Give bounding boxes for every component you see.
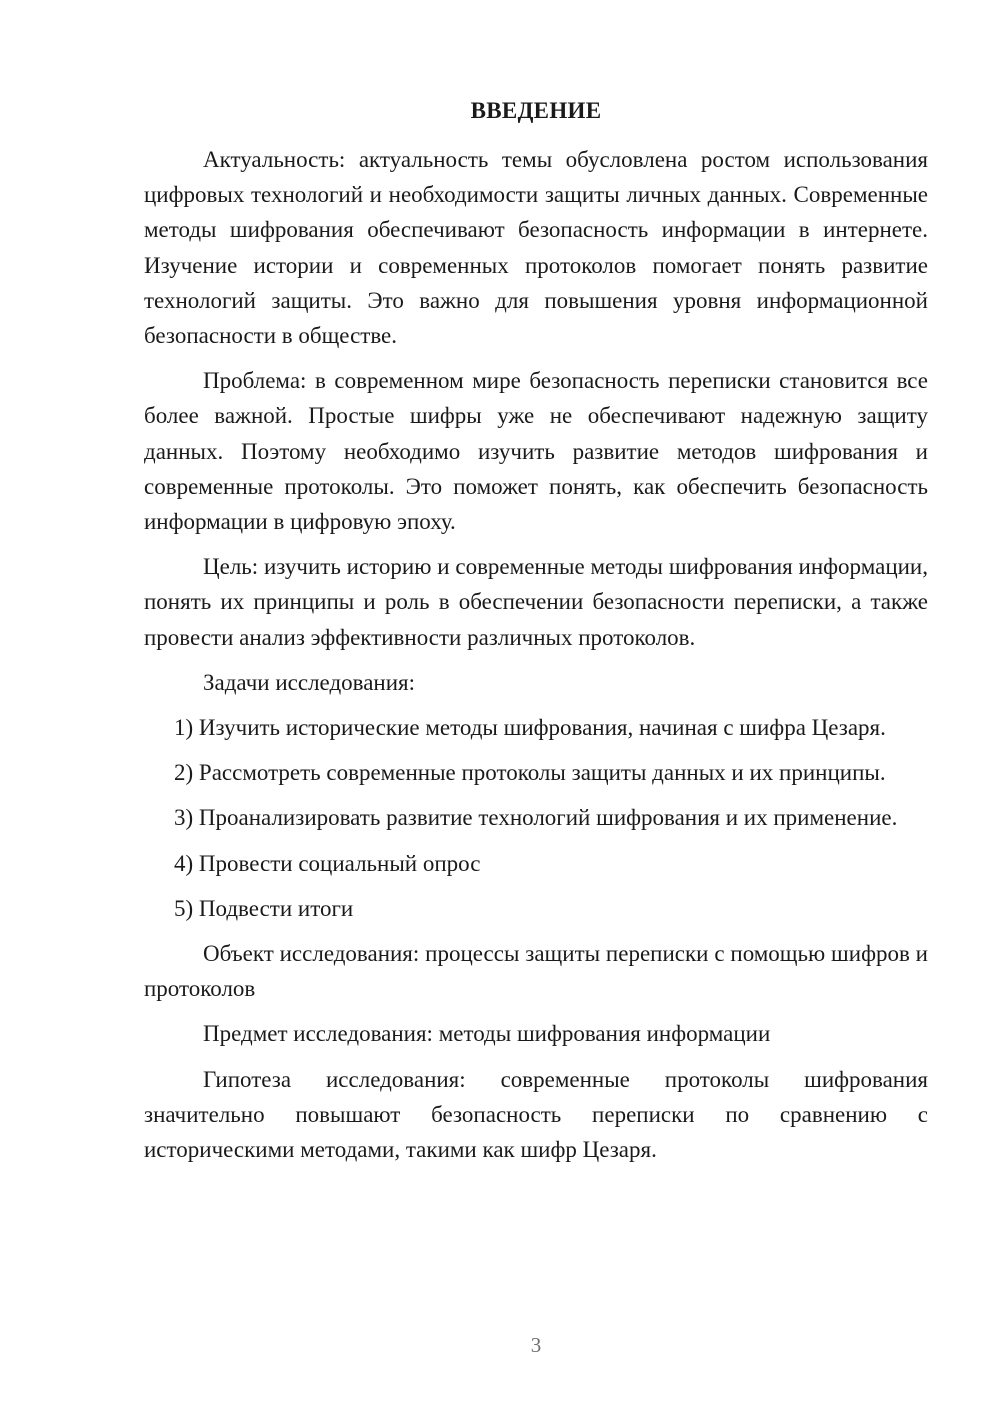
tasks-heading: Задачи исследования: — [203, 669, 416, 695]
page-number: 3 — [530, 1333, 542, 1357]
task-item-4: 4) Провести социальный опрос — [174, 850, 481, 876]
paragraph-goal: Цель: изучить историю и современные методы шифрования информации, понять их принципы и роль в обеспечении безопасности переписки, а также провести анализ эффективности различных протоколов. — [144, 554, 928, 650]
task-item-5: 5) Подвести итоги — [174, 895, 354, 921]
paragraph-problem: Проблема: в современном мире безопасность переписки становится все более важной. Простые шифры уже не обеспечивают надежную защиту данных. Поэтому необходимо изучить развитие методов шифрования и современные протоколы. Это поможет понять, как обеспечить безопасность информации в цифровую эпоху. — [144, 368, 928, 535]
paragraph-hypothesis: Гипотеза исследования: современные протоколы шифрования значительно повышают безопасность переписки по сравнению с историческими методами, такими как шифр Цезаря. — [144, 1066, 928, 1163]
task-item-2: 2) Рассмотреть современные протоколы защиты данных и их принципы. — [174, 760, 886, 786]
document-body — [144, 142, 928, 1177]
paragraph-relevance: Актуальность: актуальность темы обусловлена ростом использования цифровых технологий и необходимости защиты личных данных. Современные методы шифрования обеспечивают безопасность информации в интернете. Изучение истории и современных протоколов помогает понять развитие технологий защиты. Это важно для повышения уровня информационной безопасности в обществе. — [144, 147, 928, 349]
task-item-1: 1) Изучить исторические методы шифрования, начиная с шифра Цезаря. — [174, 715, 886, 741]
task-item-3: 3) Проанализировать развитие технологий шифрования и их применение. — [174, 805, 898, 831]
section-title: ВВЕДЕНИЕ — [470, 98, 602, 123]
paragraph-subject: Предмет исследования: методы шифрования информации — [203, 1021, 771, 1047]
paragraph-object: Объект исследования: процессы защиты переписки с помощью шифров и протоколов — [144, 941, 928, 1002]
